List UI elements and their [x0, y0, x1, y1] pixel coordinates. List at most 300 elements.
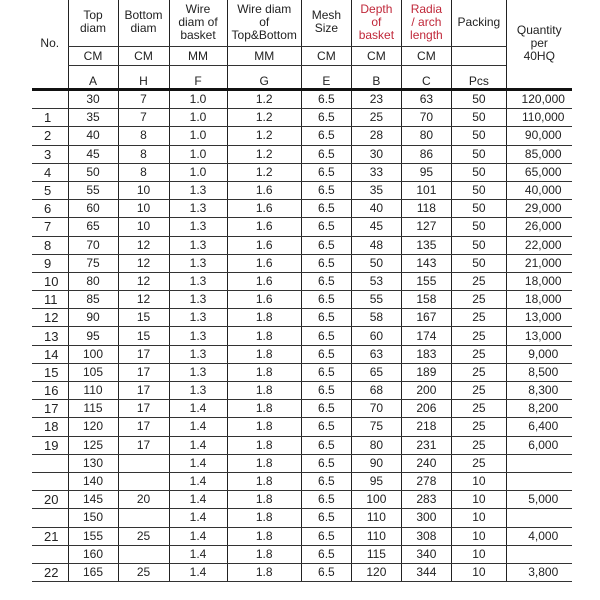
cell-wire-diam-basket: 1.0	[169, 163, 227, 181]
cell-mesh-size: 6.5	[301, 400, 351, 418]
cell-wire-diam-top-bottom: 1.2	[227, 145, 301, 163]
cell-row-no: 22	[32, 563, 68, 581]
cell-bottom-diam: 12	[118, 236, 169, 254]
cell-top-diam: 155	[68, 527, 118, 545]
cell-bottom-diam: 12	[118, 291, 169, 309]
code-top-diam: A	[68, 66, 118, 90]
table-row	[32, 345, 572, 363]
cell-top-diam: 100	[68, 345, 118, 363]
cell-mesh-size: 6.5	[301, 218, 351, 236]
cell-wire-diam-top-bottom: 1.8	[227, 454, 301, 472]
cell-wire-diam-basket: 1.3	[169, 181, 227, 199]
basket-spec-table	[32, 0, 572, 582]
cell-wire-diam-basket: 1.3	[169, 309, 227, 327]
cell-wire-diam-basket: 1.0	[169, 109, 227, 127]
cell-mesh-size: 6.5	[301, 545, 351, 563]
cell-depth-of-basket: 55	[351, 291, 401, 309]
cell-row-no: 3	[32, 145, 68, 163]
cell-wire-diam-top-bottom: 1.8	[227, 436, 301, 454]
cell-top-diam: 40	[68, 127, 118, 145]
cell-wire-diam-basket: 1.4	[169, 491, 227, 509]
cell-wire-diam-basket: 1.3	[169, 200, 227, 218]
table-body	[32, 90, 572, 582]
cell-wire-diam-top-bottom: 1.6	[227, 254, 301, 272]
header-labels-row	[32, 0, 572, 47]
cell-depth-of-basket: 40	[351, 200, 401, 218]
table-row	[32, 309, 572, 327]
table-row	[32, 236, 572, 254]
cell-quantity: 110,000	[506, 109, 571, 127]
cell-quantity: 18,000	[506, 272, 571, 290]
cell-top-diam: 75	[68, 254, 118, 272]
unit-depth-of-basket: CM	[351, 47, 401, 66]
cell-top-diam: 130	[68, 454, 118, 472]
cell-wire-diam-basket: 1.3	[169, 236, 227, 254]
cell-mesh-size: 6.5	[301, 145, 351, 163]
cell-wire-diam-top-bottom: 1.8	[227, 363, 301, 381]
cell-mesh-size: 6.5	[301, 527, 351, 545]
cell-packing: 25	[451, 345, 506, 363]
header-quantity-per-40hq: Quantity per 40HQ	[506, 0, 571, 90]
cell-top-diam: 120	[68, 418, 118, 436]
cell-mesh-size: 6.5	[301, 309, 351, 327]
cell-mesh-size: 6.5	[301, 418, 351, 436]
cell-quantity: 40,000	[506, 181, 571, 199]
cell-top-diam: 45	[68, 145, 118, 163]
cell-wire-diam-basket: 1.3	[169, 327, 227, 345]
cell-wire-diam-top-bottom: 1.8	[227, 527, 301, 545]
cell-mesh-size: 6.5	[301, 163, 351, 181]
cell-top-diam: 105	[68, 363, 118, 381]
cell-quantity: 5,000	[506, 491, 571, 509]
table-row	[32, 363, 572, 381]
cell-mesh-size: 6.5	[301, 236, 351, 254]
unit-top-diam: CM	[68, 47, 118, 66]
cell-depth-of-basket: 50	[351, 254, 401, 272]
table-row	[32, 200, 572, 218]
cell-wire-diam-top-bottom: 1.2	[227, 90, 301, 109]
header-mesh-size: Mesh Size	[301, 0, 351, 47]
table-row	[32, 527, 572, 545]
cell-wire-diam-top-bottom: 1.8	[227, 491, 301, 509]
cell-bottom-diam	[118, 472, 169, 490]
cell-mesh-size: 6.5	[301, 563, 351, 581]
cell-quantity	[506, 472, 571, 490]
cell-top-diam: 55	[68, 181, 118, 199]
cell-bottom-diam	[118, 509, 169, 527]
cell-packing: 50	[451, 200, 506, 218]
cell-wire-diam-top-bottom: 1.8	[227, 345, 301, 363]
table-row	[32, 145, 572, 163]
cell-bottom-diam: 8	[118, 127, 169, 145]
cell-radia-arch-length: 300	[401, 509, 451, 527]
cell-row-no: 17	[32, 400, 68, 418]
table-row	[32, 181, 572, 199]
cell-wire-diam-basket: 1.4	[169, 563, 227, 581]
table-row	[32, 291, 572, 309]
cell-quantity: 8,500	[506, 363, 571, 381]
cell-quantity: 85,000	[506, 145, 571, 163]
cell-radia-arch-length: 135	[401, 236, 451, 254]
header-units-row	[32, 47, 572, 66]
cell-wire-diam-top-bottom: 1.8	[227, 382, 301, 400]
code-wire-diam-basket: F	[169, 66, 227, 90]
cell-bottom-diam: 17	[118, 400, 169, 418]
cell-wire-diam-top-bottom: 1.6	[227, 272, 301, 290]
cell-packing: 10	[451, 545, 506, 563]
cell-bottom-diam: 20	[118, 491, 169, 509]
unit-bottom-diam: CM	[118, 47, 169, 66]
cell-top-diam: 70	[68, 236, 118, 254]
table-row	[32, 109, 572, 127]
unit-packing	[451, 47, 506, 66]
cell-radia-arch-length: 155	[401, 272, 451, 290]
cell-radia-arch-length: 240	[401, 454, 451, 472]
cell-row-no: 13	[32, 327, 68, 345]
cell-bottom-diam	[118, 545, 169, 563]
code-wire-diam-top-bottom: G	[227, 66, 301, 90]
cell-wire-diam-basket: 1.3	[169, 291, 227, 309]
cell-radia-arch-length: 143	[401, 254, 451, 272]
cell-wire-diam-top-bottom: 1.8	[227, 545, 301, 563]
header-top-diam: Top diam	[68, 0, 118, 47]
cell-radia-arch-length: 308	[401, 527, 451, 545]
cell-mesh-size: 6.5	[301, 254, 351, 272]
header-wire-diam-basket: Wire diam of basket	[169, 0, 227, 47]
cell-radia-arch-length: 167	[401, 309, 451, 327]
cell-packing: 25	[451, 363, 506, 381]
cell-quantity: 65,000	[506, 163, 571, 181]
table-row	[32, 472, 572, 490]
cell-quantity: 3,800	[506, 563, 571, 581]
cell-packing: 50	[451, 254, 506, 272]
cell-row-no: 18	[32, 418, 68, 436]
cell-depth-of-basket: 100	[351, 491, 401, 509]
cell-radia-arch-length: 63	[401, 90, 451, 109]
cell-quantity: 13,000	[506, 327, 571, 345]
cell-row-no: 21	[32, 527, 68, 545]
cell-packing: 25	[451, 382, 506, 400]
cell-bottom-diam: 10	[118, 181, 169, 199]
cell-bottom-diam: 8	[118, 163, 169, 181]
cell-radia-arch-length: 183	[401, 345, 451, 363]
cell-top-diam: 30	[68, 90, 118, 109]
cell-top-diam: 85	[68, 291, 118, 309]
cell-wire-diam-basket: 1.3	[169, 382, 227, 400]
cell-quantity: 22,000	[506, 236, 571, 254]
cell-radia-arch-length: 218	[401, 418, 451, 436]
cell-quantity: 26,000	[506, 218, 571, 236]
cell-mesh-size: 6.5	[301, 345, 351, 363]
cell-radia-arch-length: 70	[401, 109, 451, 127]
cell-top-diam: 90	[68, 309, 118, 327]
cell-wire-diam-top-bottom: 1.8	[227, 472, 301, 490]
cell-packing: 25	[451, 291, 506, 309]
cell-bottom-diam: 25	[118, 527, 169, 545]
cell-top-diam: 165	[68, 563, 118, 581]
cell-packing: 25	[451, 400, 506, 418]
cell-depth-of-basket: 120	[351, 563, 401, 581]
cell-depth-of-basket: 58	[351, 309, 401, 327]
cell-wire-diam-top-bottom: 1.8	[227, 563, 301, 581]
cell-mesh-size: 6.5	[301, 200, 351, 218]
cell-depth-of-basket: 33	[351, 163, 401, 181]
cell-packing: 50	[451, 181, 506, 199]
cell-row-no: 4	[32, 163, 68, 181]
header-depth-of-basket: Depth of basket	[351, 0, 401, 47]
cell-depth-of-basket: 28	[351, 127, 401, 145]
cell-quantity	[506, 454, 571, 472]
cell-row-no: 2	[32, 127, 68, 145]
cell-quantity: 6,000	[506, 436, 571, 454]
cell-row-no: 20	[32, 491, 68, 509]
header-packing: Packing	[451, 0, 506, 47]
cell-mesh-size: 6.5	[301, 491, 351, 509]
cell-top-diam: 110	[68, 382, 118, 400]
cell-wire-diam-top-bottom: 1.8	[227, 327, 301, 345]
cell-depth-of-basket: 90	[351, 454, 401, 472]
cell-row-no	[32, 545, 68, 563]
table-row	[32, 491, 572, 509]
cell-radia-arch-length: 231	[401, 436, 451, 454]
cell-mesh-size: 6.5	[301, 454, 351, 472]
cell-row-no	[32, 472, 68, 490]
cell-bottom-diam: 25	[118, 563, 169, 581]
cell-mesh-size: 6.5	[301, 436, 351, 454]
cell-bottom-diam: 17	[118, 363, 169, 381]
cell-wire-diam-basket: 1.4	[169, 400, 227, 418]
cell-bottom-diam: 17	[118, 418, 169, 436]
cell-wire-diam-top-bottom: 1.6	[227, 291, 301, 309]
cell-quantity: 13,000	[506, 309, 571, 327]
cell-radia-arch-length: 86	[401, 145, 451, 163]
cell-radia-arch-length: 340	[401, 545, 451, 563]
cell-row-no: 10	[32, 272, 68, 290]
cell-mesh-size: 6.5	[301, 181, 351, 199]
cell-quantity: 21,000	[506, 254, 571, 272]
cell-wire-diam-top-bottom: 1.2	[227, 127, 301, 145]
cell-bottom-diam: 10	[118, 200, 169, 218]
cell-depth-of-basket: 75	[351, 418, 401, 436]
cell-top-diam: 145	[68, 491, 118, 509]
cell-quantity: 8,300	[506, 382, 571, 400]
cell-bottom-diam: 17	[118, 382, 169, 400]
cell-radia-arch-length: 80	[401, 127, 451, 145]
cell-depth-of-basket: 25	[351, 109, 401, 127]
table-row	[32, 509, 572, 527]
cell-wire-diam-basket: 1.3	[169, 363, 227, 381]
cell-bottom-diam: 10	[118, 218, 169, 236]
cell-quantity: 120,000	[506, 90, 571, 109]
cell-wire-diam-basket: 1.4	[169, 472, 227, 490]
code-packing: Pcs	[451, 66, 506, 90]
cell-top-diam: 35	[68, 109, 118, 127]
cell-packing: 50	[451, 109, 506, 127]
cell-packing: 25	[451, 418, 506, 436]
cell-quantity: 9,000	[506, 345, 571, 363]
cell-wire-diam-top-bottom: 1.6	[227, 218, 301, 236]
cell-packing: 50	[451, 145, 506, 163]
unit-mesh-size: CM	[301, 47, 351, 66]
cell-depth-of-basket: 110	[351, 509, 401, 527]
cell-row-no: 11	[32, 291, 68, 309]
cell-bottom-diam: 12	[118, 272, 169, 290]
cell-wire-diam-top-bottom: 1.2	[227, 109, 301, 127]
cell-top-diam: 140	[68, 472, 118, 490]
cell-wire-diam-basket: 1.4	[169, 509, 227, 527]
cell-wire-diam-basket: 1.3	[169, 218, 227, 236]
cell-depth-of-basket: 35	[351, 181, 401, 199]
header-wire-diam-top-bottom: Wire diam of Top&Bottom	[227, 0, 301, 47]
code-depth-of-basket: B	[351, 66, 401, 90]
cell-quantity: 90,000	[506, 127, 571, 145]
table-row	[32, 436, 572, 454]
cell-depth-of-basket: 115	[351, 545, 401, 563]
cell-top-diam: 95	[68, 327, 118, 345]
cell-wire-diam-top-bottom: 1.6	[227, 181, 301, 199]
cell-packing: 25	[451, 309, 506, 327]
cell-radia-arch-length: 174	[401, 327, 451, 345]
table-row	[32, 327, 572, 345]
cell-top-diam: 150	[68, 509, 118, 527]
cell-top-diam: 115	[68, 400, 118, 418]
cell-packing: 50	[451, 236, 506, 254]
cell-row-no: 19	[32, 436, 68, 454]
cell-row-no	[32, 454, 68, 472]
cell-depth-of-basket: 60	[351, 327, 401, 345]
cell-wire-diam-basket: 1.0	[169, 90, 227, 109]
cell-wire-diam-basket: 1.4	[169, 454, 227, 472]
cell-row-no: 16	[32, 382, 68, 400]
cell-radia-arch-length: 206	[401, 400, 451, 418]
cell-depth-of-basket: 80	[351, 436, 401, 454]
code-radia-arch-length: C	[401, 66, 451, 90]
cell-row-no	[32, 90, 68, 109]
cell-wire-diam-basket: 1.0	[169, 145, 227, 163]
cell-mesh-size: 6.5	[301, 382, 351, 400]
cell-mesh-size: 6.5	[301, 363, 351, 381]
cell-packing: 10	[451, 527, 506, 545]
cell-wire-diam-basket: 1.4	[169, 418, 227, 436]
cell-top-diam: 80	[68, 272, 118, 290]
cell-quantity: 4,000	[506, 527, 571, 545]
cell-bottom-diam: 15	[118, 327, 169, 345]
cell-top-diam: 160	[68, 545, 118, 563]
code-mesh-size: E	[301, 66, 351, 90]
cell-radia-arch-length: 158	[401, 291, 451, 309]
cell-wire-diam-top-bottom: 1.8	[227, 418, 301, 436]
cell-wire-diam-basket: 1.3	[169, 345, 227, 363]
cell-quantity: 18,000	[506, 291, 571, 309]
cell-depth-of-basket: 53	[351, 272, 401, 290]
header-codes-row	[32, 66, 572, 90]
cell-row-no: 5	[32, 181, 68, 199]
cell-packing: 50	[451, 127, 506, 145]
cell-row-no: 8	[32, 236, 68, 254]
cell-quantity: 8,200	[506, 400, 571, 418]
cell-wire-diam-basket: 1.3	[169, 272, 227, 290]
cell-wire-diam-top-bottom: 1.2	[227, 163, 301, 181]
cell-depth-of-basket: 30	[351, 145, 401, 163]
table-row	[32, 400, 572, 418]
cell-radia-arch-length: 344	[401, 563, 451, 581]
cell-mesh-size: 6.5	[301, 327, 351, 345]
cell-bottom-diam: 17	[118, 345, 169, 363]
cell-packing: 10	[451, 472, 506, 490]
table-row	[32, 127, 572, 145]
cell-packing: 25	[451, 272, 506, 290]
cell-bottom-diam	[118, 454, 169, 472]
cell-row-no: 6	[32, 200, 68, 218]
table-row	[32, 418, 572, 436]
cell-bottom-diam: 7	[118, 90, 169, 109]
unit-wire-diam-basket: MM	[169, 47, 227, 66]
cell-bottom-diam: 17	[118, 436, 169, 454]
cell-packing: 10	[451, 509, 506, 527]
cell-quantity	[506, 545, 571, 563]
cell-wire-diam-basket: 1.3	[169, 254, 227, 272]
cell-bottom-diam: 12	[118, 254, 169, 272]
table-row	[32, 90, 572, 109]
cell-row-no: 15	[32, 363, 68, 381]
cell-bottom-diam: 8	[118, 145, 169, 163]
cell-top-diam: 125	[68, 436, 118, 454]
cell-radia-arch-length: 127	[401, 218, 451, 236]
cell-row-no	[32, 509, 68, 527]
table-row	[32, 218, 572, 236]
cell-bottom-diam: 15	[118, 309, 169, 327]
table-row	[32, 272, 572, 290]
cell-packing: 10	[451, 491, 506, 509]
code-bottom-diam: H	[118, 66, 169, 90]
cell-depth-of-basket: 45	[351, 218, 401, 236]
cell-mesh-size: 6.5	[301, 109, 351, 127]
cell-packing: 10	[451, 563, 506, 581]
cell-packing: 25	[451, 436, 506, 454]
table-row	[32, 563, 572, 581]
cell-packing: 25	[451, 454, 506, 472]
cell-radia-arch-length: 95	[401, 163, 451, 181]
cell-depth-of-basket: 63	[351, 345, 401, 363]
cell-packing: 50	[451, 163, 506, 181]
cell-quantity	[506, 509, 571, 527]
cell-row-no: 1	[32, 109, 68, 127]
cell-packing: 50	[451, 90, 506, 109]
cell-depth-of-basket: 68	[351, 382, 401, 400]
unit-wire-diam-top-bottom: MM	[227, 47, 301, 66]
cell-wire-diam-top-bottom: 1.6	[227, 200, 301, 218]
table-row	[32, 545, 572, 563]
cell-mesh-size: 6.5	[301, 90, 351, 109]
cell-radia-arch-length: 189	[401, 363, 451, 381]
cell-row-no: 9	[32, 254, 68, 272]
cell-packing: 25	[451, 327, 506, 345]
table-row	[32, 163, 572, 181]
table-row	[32, 254, 572, 272]
cell-mesh-size: 6.5	[301, 272, 351, 290]
cell-wire-diam-basket: 1.4	[169, 545, 227, 563]
cell-radia-arch-length: 118	[401, 200, 451, 218]
cell-wire-diam-basket: 1.4	[169, 527, 227, 545]
table-row	[32, 382, 572, 400]
cell-radia-arch-length: 283	[401, 491, 451, 509]
cell-wire-diam-top-bottom: 1.8	[227, 309, 301, 327]
cell-row-no: 12	[32, 309, 68, 327]
cell-depth-of-basket: 110	[351, 527, 401, 545]
cell-mesh-size: 6.5	[301, 291, 351, 309]
cell-row-no: 14	[32, 345, 68, 363]
header-bottom-diam: Bottom diam	[118, 0, 169, 47]
